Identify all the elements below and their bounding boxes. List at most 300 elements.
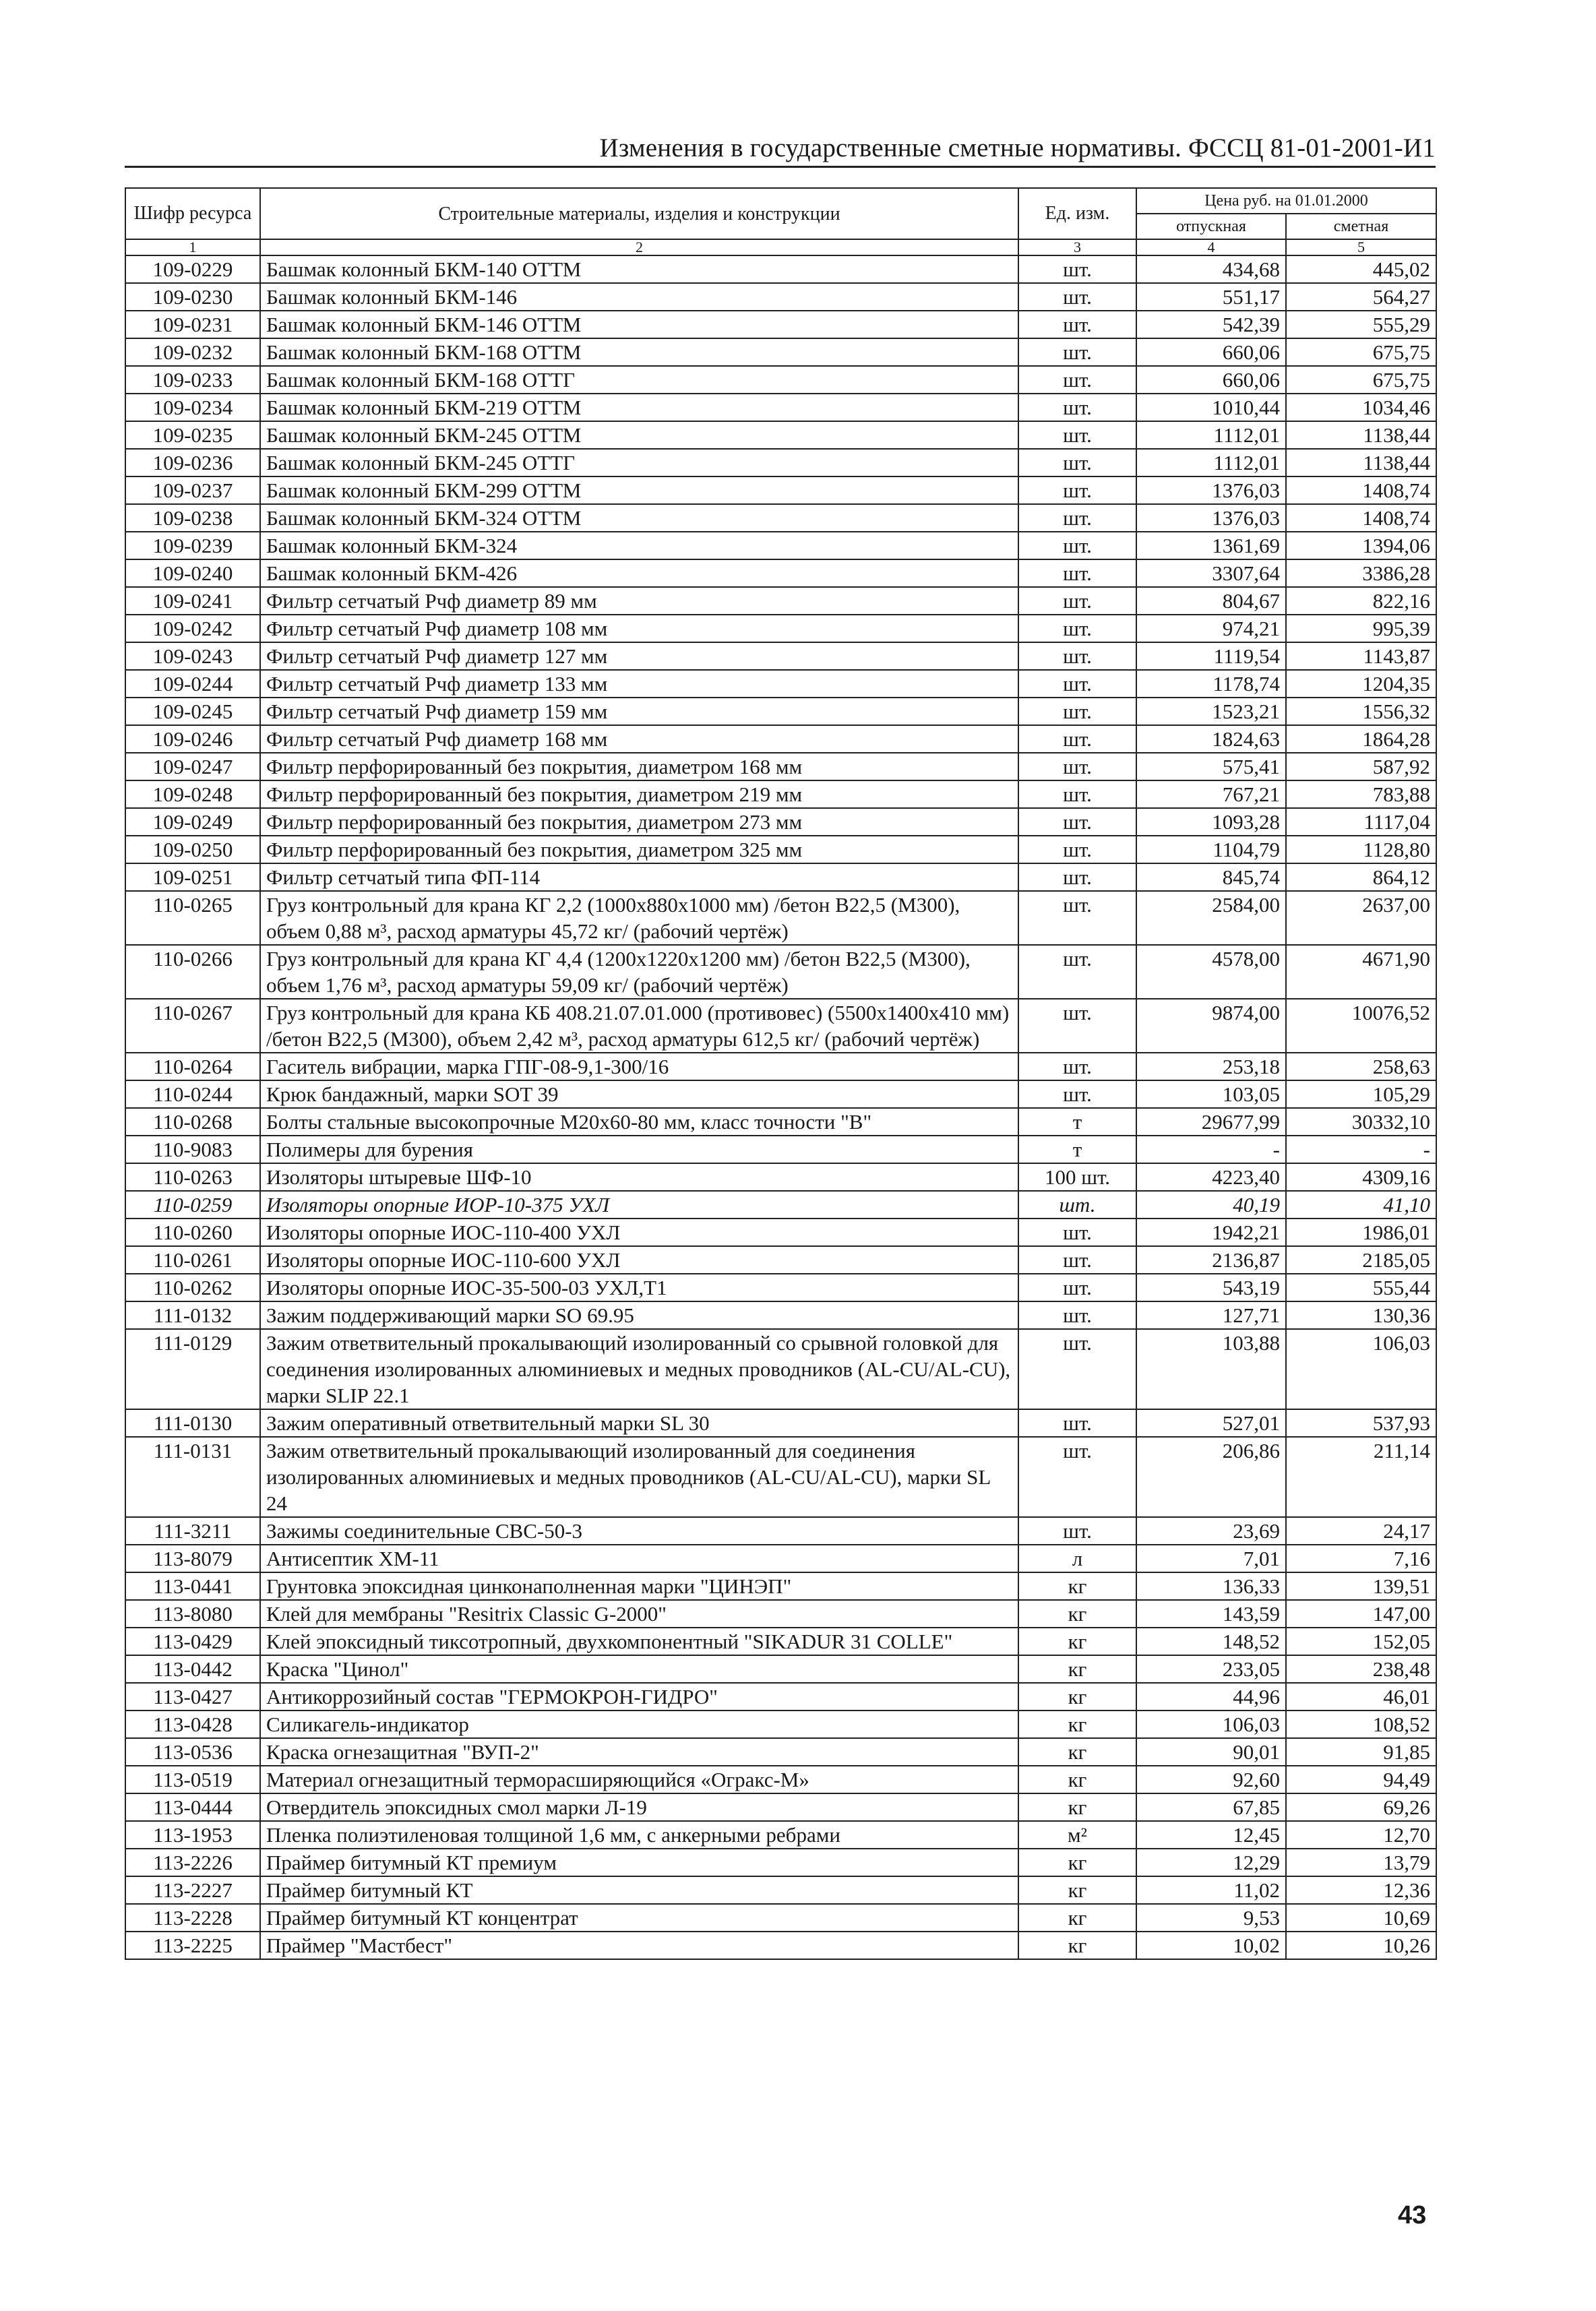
material-name: Праймер битумный КТ премиум [260, 1849, 1018, 1876]
resource-code: 109-0242 [125, 615, 260, 642]
table-row [125, 1849, 1436, 1876]
material-name: Груз контрольный для крана КБ 408.21.07.01.000 (противовес) (5500х1400х410 мм) /бетон В22,5 (М300), объем 2,42 м³, расход арматуры 612,5 кг/ (рабочий чертёж) [260, 999, 1018, 1053]
table-row [125, 1738, 1436, 1766]
release-price: 1523,21 [1136, 698, 1286, 725]
table-row [125, 1545, 1436, 1572]
unit-cell: кг [1018, 1766, 1136, 1793]
table-row [125, 1246, 1436, 1274]
resource-code: 113-2225 [125, 1932, 260, 1959]
resource-code: 110-0265 [125, 891, 260, 945]
unit-cell: кг [1018, 1683, 1136, 1711]
release-price: 1112,01 [1136, 449, 1286, 476]
material-name: Краска "Цинол" [260, 1655, 1018, 1683]
materials-table [125, 187, 1437, 1960]
column-number: 3 [1018, 239, 1136, 255]
release-price: 1104,79 [1136, 836, 1286, 863]
table-row [125, 1876, 1436, 1904]
resource-code: 113-0427 [125, 1683, 260, 1711]
table-row [125, 1904, 1436, 1932]
resource-code: 113-2227 [125, 1876, 260, 1904]
header-row [125, 188, 1436, 214]
resource-code: 113-2228 [125, 1904, 260, 1932]
release-price: 1112,01 [1136, 421, 1286, 449]
material-name: Груз контрольный для крана КГ 4,4 (1200х1220х1200 мм) /бетон В22,5 (М300), объем 1,76 м³, расход арматуры 59,09 кг/ (рабочий чертёж) [260, 945, 1018, 999]
table-row [125, 1572, 1436, 1600]
material-name: Праймер битумный КТ концентрат [260, 1904, 1018, 1932]
material-name: Праймер "Мастбест" [260, 1932, 1018, 1959]
unit-cell: шт. [1018, 725, 1136, 753]
release-price: 40,19 [1136, 1191, 1286, 1219]
material-name: Пленка полиэтиленовая толщиной 1,6 мм, с анкерными ребрами [260, 1821, 1018, 1849]
material-name: Клей эпоксидный тиксотропный, двухкомпонентный "SIKADUR 31 COLLE" [260, 1628, 1018, 1655]
material-name: Изоляторы штыревые ШФ-10 [260, 1163, 1018, 1191]
resource-code: 109-0250 [125, 836, 260, 863]
table-row [125, 449, 1436, 476]
page-header [125, 133, 1436, 168]
table-row [125, 311, 1436, 338]
unit-cell: шт. [1018, 1053, 1136, 1080]
unit-cell: шт. [1018, 808, 1136, 836]
unit-cell: шт. [1018, 836, 1136, 863]
unit-cell: шт. [1018, 504, 1136, 532]
release-price: 575,41 [1136, 753, 1286, 780]
estimate-price: 1034,46 [1286, 394, 1436, 421]
resource-code: 113-0519 [125, 1766, 260, 1793]
resource-code: 111-0129 [125, 1329, 260, 1409]
unit-cell: шт. [1018, 642, 1136, 670]
resource-code: 109-0240 [125, 559, 260, 587]
table-row [125, 255, 1436, 283]
table-row [125, 1437, 1436, 1517]
unit-cell: шт. [1018, 1517, 1136, 1545]
estimate-price: 106,03 [1286, 1329, 1436, 1409]
header-code: Шифр ресурса [125, 188, 260, 239]
release-price: 206,86 [1136, 1437, 1286, 1517]
unit-cell: кг [1018, 1904, 1136, 1932]
table-row [125, 780, 1436, 808]
resource-code: 109-0236 [125, 449, 260, 476]
resource-code: 113-0536 [125, 1738, 260, 1766]
column-number: 2 [260, 239, 1018, 255]
table-row [125, 1655, 1436, 1683]
estimate-price: 4309,16 [1286, 1163, 1436, 1191]
estimate-price: 555,29 [1286, 311, 1436, 338]
estimate-price: 10,26 [1286, 1932, 1436, 1959]
estimate-price: 10076,52 [1286, 999, 1436, 1053]
material-name: Антисептик ХМ-11 [260, 1545, 1018, 1572]
table-row [125, 1053, 1436, 1080]
resource-code: 111-0131 [125, 1437, 260, 1517]
resource-code: 113-0428 [125, 1711, 260, 1738]
material-name: Башмак колонный БКМ-245 ОТТМ [260, 421, 1018, 449]
estimate-price: 864,12 [1286, 863, 1436, 891]
estimate-price: 139,51 [1286, 1572, 1436, 1600]
unit-cell: шт. [1018, 999, 1136, 1053]
release-price: 2584,00 [1136, 891, 1286, 945]
table-row [125, 1517, 1436, 1545]
estimate-price: 10,69 [1286, 1904, 1436, 1932]
estimate-price: 258,63 [1286, 1053, 1436, 1080]
estimate-price: 1394,06 [1286, 532, 1436, 559]
material-name: Фильтр перфорированный без покрытия, диаметром 325 мм [260, 836, 1018, 863]
resource-code: 110-0264 [125, 1053, 260, 1080]
release-price: 44,96 [1136, 1683, 1286, 1711]
release-price: 67,85 [1136, 1793, 1286, 1821]
resource-code: 109-0230 [125, 283, 260, 311]
table-row [125, 1409, 1436, 1437]
resource-code: 109-0247 [125, 753, 260, 780]
unit-cell: т [1018, 1108, 1136, 1136]
column-number: 5 [1286, 239, 1436, 255]
unit-cell: шт. [1018, 1274, 1136, 1301]
material-name: Фильтр сетчатый Рчф диаметр 159 мм [260, 698, 1018, 725]
table-row [125, 1163, 1436, 1191]
material-name: Башмак колонный БКМ-245 ОТТГ [260, 449, 1018, 476]
table-row [125, 1080, 1436, 1108]
unit-cell: шт. [1018, 891, 1136, 945]
estimate-price: 7,16 [1286, 1545, 1436, 1572]
release-price: 2136,87 [1136, 1246, 1286, 1274]
unit-cell: шт. [1018, 283, 1136, 311]
table-row [125, 891, 1436, 945]
resource-code: 109-0248 [125, 780, 260, 808]
material-name: Фильтр сетчатый Рчф диаметр 108 мм [260, 615, 1018, 642]
release-price: 660,06 [1136, 338, 1286, 366]
release-price: 543,19 [1136, 1274, 1286, 1301]
estimate-price: 46,01 [1286, 1683, 1436, 1711]
material-name: Фильтр сетчатый Рчф диаметр 168 мм [260, 725, 1018, 753]
resource-code: 111-0130 [125, 1409, 260, 1437]
resource-code: 109-0245 [125, 698, 260, 725]
estimate-price: 675,75 [1286, 366, 1436, 394]
header-price: Цена руб. на 01.01.2000 [1136, 188, 1436, 214]
release-price: 804,67 [1136, 587, 1286, 615]
material-name: Зажим поддерживающий марки SO 69.95 [260, 1301, 1018, 1329]
release-price: 92,60 [1136, 1766, 1286, 1793]
column-number-row [125, 239, 1436, 255]
table-row [125, 1600, 1436, 1628]
release-price: 845,74 [1136, 863, 1286, 891]
unit-cell: т [1018, 1136, 1136, 1163]
table-row [125, 559, 1436, 587]
material-name: Башмак колонный БКМ-219 ОТТМ [260, 394, 1018, 421]
resource-code: 109-0243 [125, 642, 260, 670]
resource-code: 109-0231 [125, 311, 260, 338]
unit-cell: кг [1018, 1655, 1136, 1683]
unit-cell: шт. [1018, 615, 1136, 642]
page-number: 43 [1398, 2201, 1427, 2229]
release-price: 542,39 [1136, 311, 1286, 338]
material-name: Фильтр перфорированный без покрытия, диаметром 273 мм [260, 808, 1018, 836]
unit-cell: шт. [1018, 1080, 1136, 1108]
unit-cell: шт. [1018, 255, 1136, 283]
estimate-price: 1143,87 [1286, 642, 1436, 670]
material-name: Башмак колонный БКМ-146 [260, 283, 1018, 311]
unit-cell: шт. [1018, 1191, 1136, 1219]
unit-cell: 100 шт. [1018, 1163, 1136, 1191]
header-price-estimate: сметная [1286, 214, 1436, 239]
table-row [125, 945, 1436, 999]
resource-code: 113-0429 [125, 1628, 260, 1655]
material-name: Башмак колонный БКМ-426 [260, 559, 1018, 587]
release-price: 4223,40 [1136, 1163, 1286, 1191]
unit-cell: кг [1018, 1572, 1136, 1600]
release-price: 660,06 [1136, 366, 1286, 394]
release-price: 7,01 [1136, 1545, 1286, 1572]
table-row [125, 1932, 1436, 1959]
table-row [125, 753, 1436, 780]
release-price: 1942,21 [1136, 1219, 1286, 1246]
estimate-price: 1408,74 [1286, 504, 1436, 532]
table-row [125, 863, 1436, 891]
unit-cell: кг [1018, 1793, 1136, 1821]
table-row [125, 476, 1436, 504]
resource-code: 113-2226 [125, 1849, 260, 1876]
material-name: Гаситель вибрации, марка ГПГ-08-9,1-300/16 [260, 1053, 1018, 1080]
release-price: 127,71 [1136, 1301, 1286, 1329]
material-name: Зажимы соединительные СВС-50-3 [260, 1517, 1018, 1545]
estimate-price: 1128,80 [1286, 836, 1436, 863]
unit-cell: шт. [1018, 1246, 1136, 1274]
estimate-price: 587,92 [1286, 753, 1436, 780]
unit-cell: л [1018, 1545, 1136, 1572]
material-name: Изоляторы опорные ИОС-110-400 УХЛ [260, 1219, 1018, 1246]
release-price: 3307,64 [1136, 559, 1286, 587]
material-name: Изоляторы опорные ИОР-10-375 УХЛ [260, 1191, 1018, 1219]
unit-cell: шт. [1018, 753, 1136, 780]
unit-cell: кг [1018, 1600, 1136, 1628]
table-row [125, 587, 1436, 615]
unit-cell: кг [1018, 1876, 1136, 1904]
estimate-price: 3386,28 [1286, 559, 1436, 587]
estimate-price: 211,14 [1286, 1437, 1436, 1517]
table-row [125, 283, 1436, 311]
resource-code: 109-0234 [125, 394, 260, 421]
unit-cell: шт. [1018, 1409, 1136, 1437]
table-row [125, 1219, 1436, 1246]
estimate-price: 1864,28 [1286, 725, 1436, 753]
release-price: 11,02 [1136, 1876, 1286, 1904]
unit-cell: шт. [1018, 1437, 1136, 1517]
release-price: 233,05 [1136, 1655, 1286, 1683]
unit-cell: шт. [1018, 421, 1136, 449]
release-price: - [1136, 1136, 1286, 1163]
unit-cell: м² [1018, 1821, 1136, 1849]
unit-cell: шт. [1018, 1219, 1136, 1246]
unit-cell: шт. [1018, 1329, 1136, 1409]
estimate-price: 30332,10 [1286, 1108, 1436, 1136]
estimate-price: 41,10 [1286, 1191, 1436, 1219]
material-name: Антикоррозийный состав "ГЕРМОКРОН-ГИДРО" [260, 1683, 1018, 1711]
table-row [125, 394, 1436, 421]
material-name: Фильтр сетчатый Рчф диаметр 89 мм [260, 587, 1018, 615]
estimate-price: 152,05 [1286, 1628, 1436, 1655]
estimate-price: 91,85 [1286, 1738, 1436, 1766]
resource-code: 113-1953 [125, 1821, 260, 1849]
release-price: 4578,00 [1136, 945, 1286, 999]
header-title: Изменения в государственные сметные нормативы. ФССЦ 81-01-2001-И1 [599, 133, 1436, 162]
material-name: Башмак колонный БКМ-140 ОТТМ [260, 255, 1018, 283]
estimate-price: 94,49 [1286, 1766, 1436, 1793]
estimate-price: 4671,90 [1286, 945, 1436, 999]
resource-code: 110-0263 [125, 1163, 260, 1191]
material-name: Краска огнезащитная "ВУП-2" [260, 1738, 1018, 1766]
estimate-price: 537,93 [1286, 1409, 1436, 1437]
release-price: 1376,03 [1136, 504, 1286, 532]
release-price: 9,53 [1136, 1904, 1286, 1932]
resource-code: 113-8080 [125, 1600, 260, 1628]
release-price: 136,33 [1136, 1572, 1286, 1600]
resource-code: 109-0246 [125, 725, 260, 753]
table-row [125, 1821, 1436, 1849]
resource-code: 113-8079 [125, 1545, 260, 1572]
release-price: 1093,28 [1136, 808, 1286, 836]
material-name: Башмак колонный БКМ-299 ОТТМ [260, 476, 1018, 504]
table-row [125, 698, 1436, 725]
table-row [125, 1711, 1436, 1738]
resource-code: 109-0229 [125, 255, 260, 283]
table-row [125, 504, 1436, 532]
material-name: Отвердитель эпоксидных смол марки Л-19 [260, 1793, 1018, 1821]
column-number: 1 [125, 239, 260, 255]
resource-code: 111-3211 [125, 1517, 260, 1545]
unit-cell: кг [1018, 1711, 1136, 1738]
resource-code: 109-0244 [125, 670, 260, 698]
resource-code: 109-0235 [125, 421, 260, 449]
resource-code: 110-0267 [125, 999, 260, 1053]
unit-cell: шт. [1018, 311, 1136, 338]
material-name: Зажим ответвительный прокалывающий изолированный со срывной головкой для соединения изолированных алюминиевых и медных проводников (AL-CU/AL-CU), марки SLIP 22.1 [260, 1329, 1018, 1409]
table-row [125, 670, 1436, 698]
table-row [125, 808, 1436, 836]
estimate-price: 147,00 [1286, 1600, 1436, 1628]
estimate-price: 108,52 [1286, 1711, 1436, 1738]
estimate-price: - [1286, 1136, 1436, 1163]
estimate-price: 12,36 [1286, 1876, 1436, 1904]
estimate-price: 2185,05 [1286, 1246, 1436, 1274]
release-price: 23,69 [1136, 1517, 1286, 1545]
estimate-price: 1986,01 [1286, 1219, 1436, 1246]
resource-code: 110-0260 [125, 1219, 260, 1246]
table-row [125, 366, 1436, 394]
resource-code: 110-9083 [125, 1136, 260, 1163]
unit-cell: шт. [1018, 1301, 1136, 1329]
table-row [125, 532, 1436, 559]
resource-code: 109-0241 [125, 587, 260, 615]
resource-code: 109-0233 [125, 366, 260, 394]
estimate-price: 675,75 [1286, 338, 1436, 366]
unit-cell: кг [1018, 1849, 1136, 1876]
resource-code: 111-0132 [125, 1301, 260, 1329]
resource-code: 110-0261 [125, 1246, 260, 1274]
release-price: 103,05 [1136, 1080, 1286, 1108]
resource-code: 109-0237 [125, 476, 260, 504]
release-price: 148,52 [1136, 1628, 1286, 1655]
material-name: Зажим оперативный ответвительный марки SL 30 [260, 1409, 1018, 1437]
material-name: Башмак колонный БКМ-324 [260, 532, 1018, 559]
material-name: Изоляторы опорные ИОС-35-500-03 УХЛ,Т1 [260, 1274, 1018, 1301]
table-row [125, 642, 1436, 670]
material-name: Фильтр сетчатый типа ФП-114 [260, 863, 1018, 891]
header-name: Строительные материалы, изделия и конструкции [260, 188, 1018, 239]
release-price: 527,01 [1136, 1409, 1286, 1437]
table-row [125, 999, 1436, 1053]
estimate-price: 2637,00 [1286, 891, 1436, 945]
table-row [125, 421, 1436, 449]
material-name: Изоляторы опорные ИОС-110-600 УХЛ [260, 1246, 1018, 1274]
release-price: 1178,74 [1136, 670, 1286, 698]
material-name: Праймер битумный КТ [260, 1876, 1018, 1904]
estimate-price: 1408,74 [1286, 476, 1436, 504]
estimate-price: 238,48 [1286, 1655, 1436, 1683]
release-price: 9874,00 [1136, 999, 1286, 1053]
resource-code: 109-0232 [125, 338, 260, 366]
material-name: Грунтовка эпоксидная цинконаполненная марки "ЦИНЭП" [260, 1572, 1018, 1600]
estimate-price: 130,36 [1286, 1301, 1436, 1329]
material-name: Башмак колонный БКМ-168 ОТТГ [260, 366, 1018, 394]
unit-cell: шт. [1018, 394, 1136, 421]
release-price: 29677,99 [1136, 1108, 1286, 1136]
header-price-release: отпускная [1136, 214, 1286, 239]
resource-code: 109-0238 [125, 504, 260, 532]
material-name: Материал огнезащитный терморасширяющийся «Огракс-М» [260, 1766, 1018, 1793]
release-price: 434,68 [1136, 255, 1286, 283]
release-price: 10,02 [1136, 1932, 1286, 1959]
unit-cell: кг [1018, 1738, 1136, 1766]
resource-code: 110-0262 [125, 1274, 260, 1301]
material-name: Крюк бандажный, марки SOT 39 [260, 1080, 1018, 1108]
estimate-price: 12,70 [1286, 1821, 1436, 1849]
material-name: Фильтр сетчатый Рчф диаметр 133 мм [260, 670, 1018, 698]
unit-cell: шт. [1018, 532, 1136, 559]
release-price: 767,21 [1136, 780, 1286, 808]
release-price: 106,03 [1136, 1711, 1286, 1738]
estimate-price: 555,44 [1286, 1274, 1436, 1301]
estimate-price: 1117,04 [1286, 808, 1436, 836]
table-row [125, 1191, 1436, 1219]
estimate-price: 1204,35 [1286, 670, 1436, 698]
material-name: Башмак колонный БКМ-168 ОТТМ [260, 338, 1018, 366]
unit-cell: шт. [1018, 449, 1136, 476]
column-number: 4 [1136, 239, 1286, 255]
unit-cell: кг [1018, 1628, 1136, 1655]
resource-code: 110-0244 [125, 1080, 260, 1108]
unit-cell: шт. [1018, 476, 1136, 504]
material-name: Фильтр сетчатый Рчф диаметр 127 мм [260, 642, 1018, 670]
table-row [125, 1329, 1436, 1409]
release-price: 143,59 [1136, 1600, 1286, 1628]
estimate-price: 69,26 [1286, 1793, 1436, 1821]
release-price: 90,01 [1136, 1738, 1286, 1766]
table-body [125, 255, 1436, 1959]
estimate-price: 995,39 [1286, 615, 1436, 642]
estimate-price: 105,29 [1286, 1080, 1436, 1108]
material-name: Башмак колонный БКМ-324 ОТТМ [260, 504, 1018, 532]
table-row [125, 1628, 1436, 1655]
release-price: 1376,03 [1136, 476, 1286, 504]
resource-code: 110-0266 [125, 945, 260, 999]
estimate-price: 822,16 [1286, 587, 1436, 615]
release-price: 974,21 [1136, 615, 1286, 642]
estimate-price: 1556,32 [1286, 698, 1436, 725]
estimate-price: 783,88 [1286, 780, 1436, 808]
material-name: Фильтр перфорированный без покрытия, диаметром 219 мм [260, 780, 1018, 808]
table-row [125, 1683, 1436, 1711]
release-price: 12,45 [1136, 1821, 1286, 1849]
material-name: Груз контрольный для крана КГ 2,2 (1000х880х1000 мм) /бетон В22,5 (М300), объем 0,88 м³, расход арматуры 45,72 кг/ (рабочий чертёж) [260, 891, 1018, 945]
release-price: 12,29 [1136, 1849, 1286, 1876]
table-row [125, 1793, 1436, 1821]
